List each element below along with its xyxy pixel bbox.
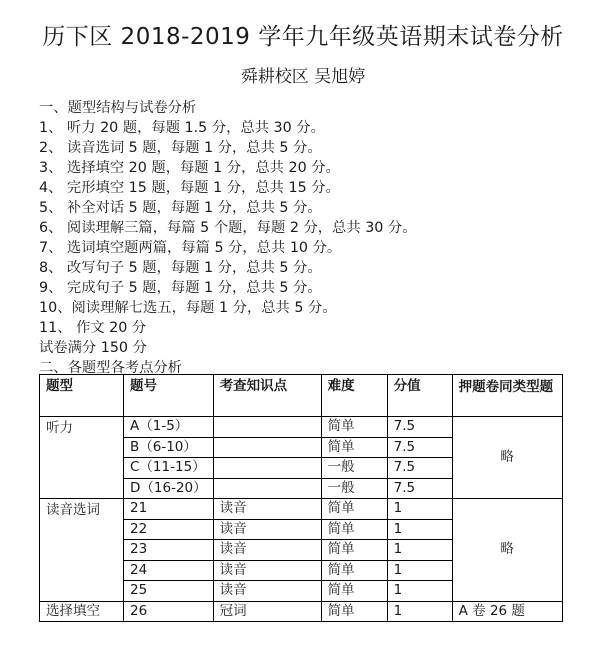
knowledge-cell <box>213 458 321 479</box>
number-cell: C（11-15） <box>124 458 214 479</box>
difficulty-cell: 简单 <box>321 601 387 622</box>
knowledge-cell: 冠词 <box>213 601 321 622</box>
score-cell: 7.5 <box>387 478 452 499</box>
difficulty-cell: 简单 <box>321 581 387 602</box>
similar-cell: 略 <box>452 499 562 602</box>
document-title: 历下区 2018-2019 学年九年级英语期末试卷分析 <box>42 24 564 50</box>
number-cell: A（1-5） <box>124 417 214 438</box>
knowledge-cell: 读音 <box>213 560 321 581</box>
difficulty-cell: 一般 <box>321 478 387 499</box>
score-cell: 7.5 <box>387 458 452 479</box>
number-cell: 25 <box>124 581 214 602</box>
structure-section <box>39 98 599 378</box>
type-cell: 选择填空 <box>40 601 124 622</box>
score-cell: 1 <box>387 540 452 561</box>
section-heading-analysis: 二、各题型各考点分析 <box>39 360 182 376</box>
knowledge-cell: 读音 <box>213 581 321 602</box>
item-line: 4、 完形填空 15 题，每题 1 分，总共 15 分。 <box>39 180 340 196</box>
difficulty-cell: 一般 <box>321 458 387 479</box>
knowledge-cell <box>213 478 321 499</box>
score-cell: 7.5 <box>387 417 452 438</box>
knowledge-cell: 读音 <box>213 499 321 520</box>
table-row <box>40 417 563 438</box>
difficulty-cell: 简单 <box>321 417 387 438</box>
number-cell: 21 <box>124 499 214 520</box>
difficulty-cell: 简单 <box>321 540 387 561</box>
score-cell: 1 <box>387 601 452 622</box>
table-row <box>40 601 563 622</box>
item-line: 10、阅读理解七选五，每题 1 分，总共 5 分。 <box>39 300 337 316</box>
author-line: 舜耕校区 吴旭婷 <box>240 67 366 87</box>
similar-cell: 略 <box>452 417 562 499</box>
header-difficulty: 难度 <box>321 375 387 417</box>
item-line: 8、 改写句子 5 题，每题 1 分，总共 5 分。 <box>39 260 322 276</box>
number-cell: 23 <box>124 540 214 561</box>
score-cell: 1 <box>387 519 452 540</box>
knowledge-cell: 读音 <box>213 519 321 540</box>
score-cell: 1 <box>387 499 452 520</box>
number-cell: D（16-20） <box>124 478 214 499</box>
difficulty-cell: 简单 <box>321 499 387 520</box>
header-score: 分值 <box>387 375 452 417</box>
total-score-line: 试卷满分 150 分 <box>39 340 147 356</box>
item-line: 2、 读音选词 5 题，每题 1 分，总共 5 分。 <box>39 140 322 156</box>
difficulty-cell: 简单 <box>321 560 387 581</box>
number-cell: 24 <box>124 560 214 581</box>
difficulty-cell: 简单 <box>321 437 387 458</box>
header-similar: 押题卷同类型题 <box>452 375 562 417</box>
item-line: 9、 完成句子 5 题，每题 1 分，总共 5 分。 <box>39 280 322 296</box>
number-cell: 22 <box>124 519 214 540</box>
table-row <box>40 499 563 520</box>
similar-cell: A 卷 26 题 <box>452 601 562 622</box>
header-knowledge: 考查知识点 <box>213 375 321 417</box>
header-number: 题号 <box>124 375 214 417</box>
number-cell: 26 <box>124 601 214 622</box>
type-cell: 读音选词 <box>40 499 124 602</box>
header-type: 题型 <box>40 375 124 417</box>
analysis-table <box>39 374 563 622</box>
difficulty-cell: 简单 <box>321 519 387 540</box>
score-cell: 1 <box>387 581 452 602</box>
table-header-row <box>40 375 563 417</box>
item-line: 11、 作文 20 分 <box>39 320 147 336</box>
score-cell: 1 <box>387 560 452 581</box>
knowledge-cell: 读音 <box>213 540 321 561</box>
type-cell: 听力 <box>40 417 124 499</box>
item-line: 1、 听力 20 题，每题 1.5 分，总共 30 分。 <box>39 120 325 136</box>
item-line: 6、 阅读理解三篇，每篇 5 个题，每题 2 分，总共 30 分。 <box>39 220 417 236</box>
item-line: 3、 选择填空 20 题，每题 1 分，总共 20 分。 <box>39 160 340 176</box>
item-line: 5、 补全对话 5 题，每题 1 分，总共 5 分。 <box>39 200 322 216</box>
number-cell: B（6-10） <box>124 437 214 458</box>
section-heading-structure: 一、题型结构与试卷分析 <box>39 100 197 116</box>
item-line: 7、 选词填空题两篇，每篇 5 分，总共 10 分。 <box>39 240 342 256</box>
knowledge-cell <box>213 437 321 458</box>
score-cell: 7.5 <box>387 437 452 458</box>
knowledge-cell <box>213 417 321 438</box>
